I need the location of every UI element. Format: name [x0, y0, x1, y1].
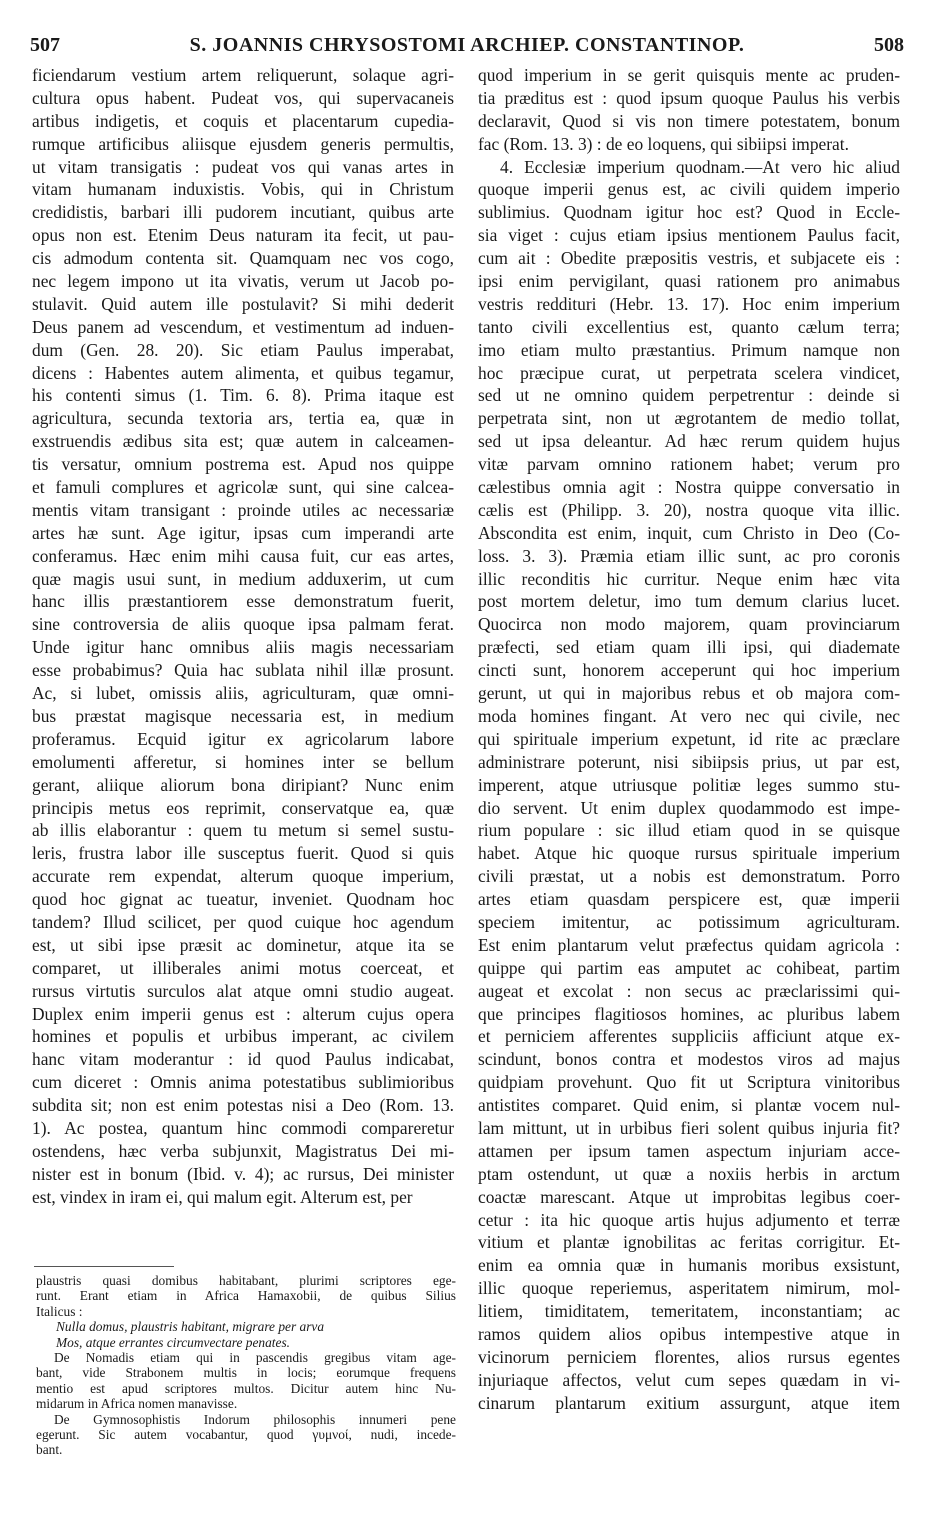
text-line: vitæ parvam omnino rationem habet; verum pro: [478, 454, 900, 475]
text-line: fac (Rom. 13. 3) : de eo loquens, qui sibiipsi imperat.: [478, 133, 849, 154]
footnote-line: midarum in Africa nomen manavisse.: [36, 1396, 238, 1412]
text-line: hoc præcipue curat, ut perpetrata scelera vindicet,: [478, 362, 900, 383]
text-line: est, ut sibi ipse præsit ac dominetur, atque ita se: [32, 934, 454, 955]
text-line: cultura opus habent. Pudeat vos, qui supervacaneis: [32, 87, 454, 108]
text-line: cum ait : Obedite præpositis vestris, et subjacete eis :: [478, 248, 900, 269]
text-line: vicinorum perniciem florentes, alios rursus egentes: [478, 1346, 900, 1367]
footnote-line: bant.: [36, 1442, 63, 1458]
text-line: est, vindex in iram ei, qui malum egit. Alterum est, per: [32, 1186, 413, 1207]
text-line: Duplex enim imperii genus est : alterum cujus opera: [32, 1003, 454, 1024]
footnote-line: De Nomadis etiam qui in pascendis gregibus vitam age-: [54, 1349, 456, 1365]
page-number-right: 508: [874, 34, 904, 56]
text-line: quod imperium in se gerit quisquis mente ac pruden-: [478, 65, 900, 85]
text-line: gerunt, ut qui in majoribus rebus et ob majora com-: [478, 683, 900, 704]
text-line: hanc illis præstantiorem esse demonstratum fuerit,: [32, 591, 454, 612]
text-line: bus præstat magisque necessaria est, in medium: [32, 705, 454, 726]
text-line: ptam ostendunt, ut quæ a noxiis herbis in arctum: [478, 1163, 900, 1184]
text-line: illic reconditis hic curritur. Neque enim hæc vita: [478, 568, 900, 589]
text-line: stulavit. Quid autem ille postulavit? Si mihi dederit: [32, 293, 454, 314]
text-line: exstruendis ædibus sita est; quæ autem in calceamen-: [32, 431, 454, 452]
text-line: nister est in bonum (Ibid. v. 4); ac rursus, Dei minister: [32, 1163, 454, 1184]
text-line: cum diceret : Omnis anima potestatibus sublimioribus: [32, 1072, 454, 1093]
text-line: sia viget : cujus etiam ipsius mentionem Paulus facit,: [478, 225, 900, 246]
text-line: Deus panem ad vescendum, et vestimentum ad induen-: [32, 316, 454, 337]
text-line: 1). Ac postea, quantum hinc commodi compareretur: [32, 1117, 454, 1138]
text-line: comparet, ut illiberales animi motus coerceat, et: [32, 957, 454, 978]
text-line: quod hoc gignat ac tueatur, inveniet. Quodnam hoc: [32, 889, 454, 910]
text-line: illic quoque reperiemus, asperitatem nimirum, mol-: [478, 1278, 900, 1299]
text-line: rium populare : sic illud etiam quod in se quisque: [478, 820, 900, 841]
text-line: dio servent. Ut enim duplex quodammodo est impe-: [478, 797, 900, 818]
text-line: credidistis, barbari illi pudorem incutiant, quibus arte: [32, 202, 454, 223]
text-line: sine controversia de aliis quoque ipsa palmam ferat.: [32, 614, 454, 635]
text-line: antistites comparet. Quid enim, si plantæ vocem nul-: [478, 1095, 900, 1116]
text-line: injuriaque affectos, velut cum sepes quædam in vi-: [478, 1369, 900, 1390]
text-line: quoque imperii genus est, ac civili quidem imperio: [478, 179, 900, 200]
text-line: vitium et plantæ ignobilitas ac feritas corrigitur. Et-: [478, 1232, 900, 1253]
footnote-rule: [34, 1266, 174, 1267]
text-line: cis admodum contenta sit. Quamquam nec vos cogo,: [32, 248, 454, 269]
text-line: cincti sunt, honorem acceperunt qui hoc imperium: [478, 660, 900, 681]
text-line: Unde igitur hanc omnibus aliis magis necessariam: [32, 637, 454, 658]
text-line: præfecti, sed etiam quam illi ipsi, qui diademate: [478, 637, 900, 658]
text-line: vestris reddituri (Hebr. 13. 17). Hoc enim imperium: [478, 293, 900, 314]
text-line: perpetrata sint, non ut ægrotantem de medio tollat,: [478, 408, 900, 429]
text-line: habet. Atque hic quoque rursus spirituale imperium: [478, 843, 900, 864]
text-line: artes hæ sunt. Age igitur, ipsas cum imperandi arte: [32, 522, 454, 543]
footnote-line: plaustris quasi domibus habitabant, plurimi scriptores ege-: [36, 1273, 456, 1288]
footnote-line: Italicus :: [36, 1303, 83, 1319]
footnote-line: runt. Erant etiam in Africa Hamaxobii, de quibus Silius: [36, 1288, 456, 1304]
text-line: administrare poterunt, nisi sibiipsis prius, ut par est,: [478, 751, 900, 772]
text-line: quippe qui partim eas amputet ac cohibeat, partim: [478, 957, 900, 978]
text-line: Ac, si lubet, omissis aliis, agriculturam, quæ omni-: [32, 683, 454, 704]
text-line: artes etiam quasdam perspicere est, quæ imperii: [478, 889, 900, 910]
text-line: cælestibus omnia agit : Nostra quippe conversatio in: [478, 477, 900, 498]
text-line: Quocirca non modo majorem, quam provinciarum: [478, 614, 900, 635]
right-column: [478, 64, 900, 1415]
text-line: sublimius. Quodnam igitur hoc est? Quod in Eccle-: [478, 202, 900, 223]
text-line: rumque artificibus aliisque ejusdem generis permultis,: [32, 133, 454, 154]
text-line: mentis vitam transigant : proinde utiles ac necessariæ: [32, 499, 454, 520]
footnote-line: mentio est apud scriptores multos. Dicitur autem hinc Nu-: [36, 1380, 456, 1396]
text-line: vitam humanam induxistis. Vobis, qui in Christum: [32, 179, 454, 200]
text-line: loss. 3. 3). Præmia etiam illic sunt, ac pro coronis: [478, 545, 900, 566]
text-line: Abscondita est enim, inquit, cum Christo in Deo (Co-: [478, 522, 900, 543]
left-column: [32, 64, 454, 1209]
text-line: dicens : Habentes autem alimenta, et quibus tegamur,: [32, 362, 454, 383]
text-line: opus non est. Etenim Deus naturam ita fecit, ut pau-: [32, 225, 454, 246]
running-header: [30, 34, 904, 64]
text-line: Est enim plantarum velut præfectus quidam agricola :: [478, 934, 900, 955]
text-line: sed ut ipsa deleantur. Ad hæc rerum quidem hujus: [478, 431, 900, 452]
text-line: principis metus eos reprimit, conservatque ea, quæ: [32, 797, 454, 818]
text-line: homines et populis et urbibus imperant, ac civilem: [32, 1026, 454, 1047]
text-line: ipsi enim pervigilant, quasi rationem pro animabus: [478, 271, 900, 292]
text-line: ostendens, hæc verba subjunxit, Magistratus Dei mi-: [32, 1140, 454, 1161]
text-line: his contenti simus (1. Tim. 6. 8). Prima itaque est: [32, 385, 454, 406]
text-line: ficiendarum vestium artem reliquerunt, solaque agri-: [32, 65, 454, 85]
text-line: proferamus. Ecquid igitur ex agricolarum labore: [32, 728, 454, 749]
text-line: cetur : ita hic quoque artis hujus adjumento et terræ: [478, 1209, 900, 1230]
text-line: lam mittunt, ut in urbibus fieri solent quibus injuria fit?: [478, 1117, 900, 1138]
footnote-line: Nulla domus, plaustris habitant, migrare per arva: [56, 1319, 325, 1335]
text-line: nec legem impono ut ita vivatis, verum ut Jacob po-: [32, 271, 454, 292]
text-line: tis versatur, omnium postrema est. Apud nos quippe: [32, 454, 454, 475]
footnote-line: De Gymnosophistis Indorum philosophis innumeri pene: [54, 1411, 456, 1427]
text-line: agricultura, secunda textoria ars, tertia ea, quæ in: [32, 408, 454, 429]
text-line: et famuli complures et agricolæ sunt, qui sine calcea-: [32, 477, 454, 498]
text-line: declaravit, Quod si vis non timere potestatem, bonum: [478, 110, 900, 131]
text-line: et perniciem afferentes suppliciis afficiunt atque ex-: [478, 1026, 900, 1047]
text-line: tandem? Illud scilicet, per quod cuique hoc agendum: [32, 911, 454, 932]
text-line: tia præditus est : quod ipsum quoque Paulus his verbis: [478, 87, 900, 108]
text-line: coactæ marescant. Atque ut improbitas legibus coer-: [478, 1186, 900, 1207]
text-line: post mortem deletur, imo tum demum clarius lucet.: [478, 591, 900, 612]
text-line: 4. Ecclesiæ imperium quodnam.—At vero hic aliud: [500, 156, 900, 177]
text-line: cælis est (Philipp. 3. 20), nostra quoque vita illic.: [478, 499, 900, 520]
text-line: artibus indigetis, et coquis et placentarum cupedia-: [32, 110, 454, 131]
text-line: que principes flagitiosos homines, ac pluribus labem: [478, 1003, 900, 1024]
text-line: litiem, timiditatem, temeritatem, inconstantiam; ac: [478, 1301, 900, 1322]
footnotes: [36, 1273, 456, 1458]
text-line: quidpiam provehunt. Quo fit ut Scriptura vinitoribus: [478, 1072, 900, 1093]
text-line: rursus virtutis surculos alat atque omni studio augeat.: [32, 980, 454, 1001]
text-line: leris, frustra labor ille susceptus fuerit. Quod si quis: [32, 843, 454, 864]
text-line: imo etiam multo præstantius. Primum namque non: [478, 339, 900, 360]
text-line: emolumenti afferetur, si homines inter se bellum: [32, 751, 454, 772]
text-line: accurate rem expendat, alterum quoque imperium,: [32, 866, 454, 887]
text-line: enim ea omnia quæ in humanis moribus exsistunt,: [478, 1255, 900, 1276]
text-line: scindunt, bonos contra et modestos viros ad majus: [478, 1049, 900, 1070]
text-line: esse probabimus? Quia hac sublata nihil illæ prosunt.: [32, 660, 454, 681]
text-line: cinarum plantarum exitium assurgunt, atque item: [478, 1392, 900, 1413]
running-title: S. JOANNIS CHRYSOSTOMI ARCHIEP. CONSTANTINOP.: [189, 34, 745, 56]
page-number-left: 507: [30, 34, 60, 56]
text-line: sed ut ne omnino quidem perpetrentur : deinde si: [478, 385, 900, 406]
text-line: civili præstat, ut a nobis est demonstratum. Porro: [478, 866, 900, 887]
text-line: speciem imitentur, ac potissimum agriculturam.: [478, 911, 900, 932]
text-line: subdita sit; non est enim potestas nisi a Deo (Rom. 13.: [32, 1095, 454, 1116]
text-line: qui spirituale imperium expetunt, id rite ac præclare: [478, 728, 900, 749]
text-line: ut vitam transigatis : pudeat vos qui vanas artes in: [32, 156, 454, 177]
text-line: dum (Gen. 28. 20). Sic etiam Paulus imperabat,: [32, 339, 454, 360]
text-line: ab illis elaborantur : quem tu metum si semel sustu-: [32, 820, 454, 841]
text-line: augeat et excolat : non secus ac præclarissimi qui-: [478, 980, 900, 1001]
text-line: gerant, aliique aliorum bona diripiant? Nunc enim: [32, 774, 454, 795]
text-line: tanto civili excellentius est, quanto cælum terra;: [478, 316, 900, 337]
text-line: quæ magis usui sunt, in medium adduxerim, ut cum: [32, 568, 454, 589]
text-line: conferamus. Hæc enim mihi causa fuit, cur eas artes,: [32, 545, 454, 566]
text-line: ramos quidem alios opibus intempestive atque in: [478, 1323, 900, 1344]
text-line: attamen per ipsum tamen aspectum injuriam acce-: [478, 1140, 900, 1161]
footnote-line: egerunt. Sic autem vocabantur, quod γυμνοί, nudi, incede-: [36, 1426, 456, 1442]
footnote-line: Mos, atque errantes circumvectare penates.: [56, 1334, 291, 1350]
text-line: hanc vitam moderantur : id quod Paulus indicabat,: [32, 1049, 454, 1070]
footnote-line: bant, vide Strabonem multis in locis; eorumque frequens: [36, 1365, 456, 1381]
text-line: imperent, atque utriusque politiæ leges summo stu-: [478, 774, 900, 795]
text-line: moda homines fingant. At vero nec qui civile, nec: [478, 705, 900, 726]
